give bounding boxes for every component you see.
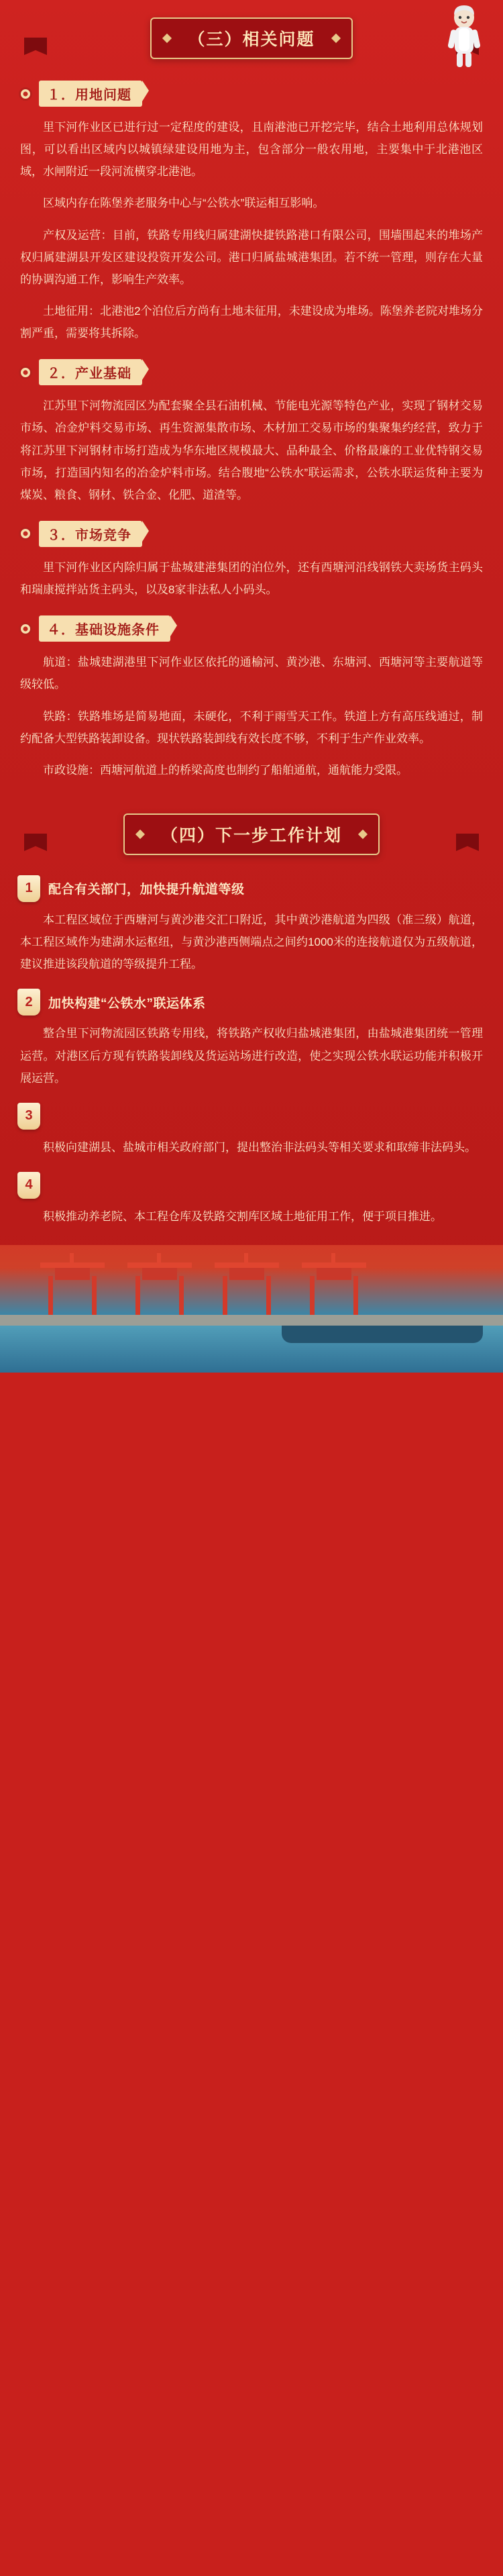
plan-body: 本工程区域位于西塘河与黄沙港交汇口附近，其中黄沙港航道为四级（准三级）航道，本工程区域作为建湖水运枢纽，与黄沙港西侧端点之间约1000米的连接航道仅为五级航道，建议推进该段航道的等级提升工程。 (20, 913, 483, 971)
list-item (17, 1172, 486, 1228)
plan-number-badge: 1 (17, 875, 40, 902)
plan-header (17, 1172, 486, 1199)
paragraph: 区域内存在陈堡养老服务中心与“公铁水”联运相互影响。 (43, 197, 325, 210)
banner-title: （四）下一步工作计划 (160, 826, 342, 845)
ribbon-right-decoration (456, 834, 479, 851)
plan-header (17, 1103, 486, 1130)
plan-header (17, 875, 486, 902)
ribbon-left-decoration (24, 834, 47, 851)
bullet-dot-icon (19, 622, 32, 636)
sub-heading-label: ３．市场竞争 (39, 521, 142, 547)
mascot-illustration (440, 4, 488, 68)
section-banner-next-steps (0, 791, 503, 862)
paragraph: 产权及运营：目前，铁路专用线归属建湖快捷铁路港口有限公司，围墙围起来的堆场产权归属建湖县开发区建设投资开发公司。港口归属盐城港集团。若不统一管理，则存在大量的协调沟通工作，影响生产效率。 (20, 228, 483, 286)
sub-heading-infrastructure (19, 615, 484, 642)
sub-heading-label: １．用地问题 (39, 81, 142, 107)
list-item (17, 875, 486, 975)
paragraph: 土地征用：北港池2个泊位后方尚有土地未征用，未建设成为堆场。陈堡养老院对堆场分割严重，需要将其拆除。 (20, 304, 483, 340)
sub-heading-land-use (19, 81, 484, 107)
quay-wall (0, 1315, 503, 1326)
cargo-ship (282, 1326, 483, 1343)
ribbon-left-decoration (24, 38, 47, 55)
paragraph: 铁路：铁路堆场是简易地面，未硬化，不利于雨雪天工作。铁道上方有高压线通过，制约配备大型铁路装卸设备。现状铁路装卸线有效长度不够，不利于生产作业效率。 (20, 709, 483, 745)
footer-port-illustration (0, 1245, 503, 1373)
list-item (17, 1103, 486, 1158)
port-crane (302, 1253, 366, 1315)
sub-heading-industrial-base (19, 359, 484, 385)
plan-title: 加快构建“公铁水”联运体系 (48, 996, 206, 1011)
list-item (17, 989, 486, 1089)
plan-body: 整合里下河物流园区铁路专用线，将铁路产权收归盐城港集团，由盐城港集团统一管理运营。对港区后方现有铁路装卸线及货运站场进行改造，使之实现公铁水联运功能并积极开展运营。 (20, 1027, 483, 1085)
plan-body: 积极向建湖县、盐城市相关政府部门，提出整治非法码头等相关要求和取缔非法码头。 (43, 1140, 476, 1154)
plan-body: 积极推动养老院、本工程仓库及铁路交割库区域土地征用工作，便于项目推进。 (43, 1209, 442, 1223)
banner-title: （三）相关问题 (188, 30, 315, 49)
banner-box (123, 813, 380, 855)
banner-box (150, 17, 352, 59)
plan-title: 配合有关部门，加快提升航道等级 (48, 883, 245, 897)
paragraph: 航道：盐城建湖港里下河作业区依托的通榆河、黄沙港、东塘河、西塘河等主要航道等级较低。 (20, 656, 483, 691)
plan-number-badge: 3 (17, 1103, 40, 1130)
port-crane (127, 1253, 192, 1315)
sub-heading-label: ２．产业基础 (39, 359, 142, 385)
port-crane (40, 1253, 105, 1315)
bullet-dot-icon (19, 527, 32, 540)
paragraph: 市政设施：西塘河航道上的桥梁高度也制约了船舶通航，通航能力受限。 (43, 763, 408, 777)
port-crane (215, 1253, 279, 1315)
plan-number-badge: 2 (17, 989, 40, 1015)
plan-header (17, 989, 486, 1015)
section-banner-related-issues (0, 0, 503, 66)
bullet-dot-icon (19, 87, 32, 101)
plan-number-badge: 4 (17, 1172, 40, 1199)
paragraph: 江苏里下河物流园区为配套聚全县石油机械、节能电光源等特色产业，实现了钢材交易市场、冶金炉料交易市场、再生资源集散市场、木材加工交易市场的集聚集约经营，致力于将江苏里下河钢材市场打造成为华东地区规模最大、品种最全、价格最廉的工业优特钢交易市场，打造国内知名的冶金炉料市场。结合腹地“公铁水”联运需求，公铁水联运货种主要为煤炭、粮食、钢材、铁合金、化肥、道渣等。 (20, 399, 483, 501)
sub-heading-market-competition (19, 521, 484, 547)
paragraph: 里下河作业区内除归属于盐城建港集团的泊位外，还有西塘河沿线钢铁大卖场货主码头和瑞康搅拌站货主码头，以及8家非法私人小码头。 (20, 560, 483, 597)
paragraph: 里下河作业区已进行过一定程度的建设，且南港池已开挖完毕，结合土地利用总体规划图，可以看出区域内以城镇绿建设用地为主，包含部分一般农用地，主要集中于北港池区域，水闸附近一段河流横穿北港池。 (20, 121, 483, 179)
bullet-dot-icon (19, 366, 32, 379)
sub-heading-label: ４．基础设施条件 (39, 615, 170, 642)
